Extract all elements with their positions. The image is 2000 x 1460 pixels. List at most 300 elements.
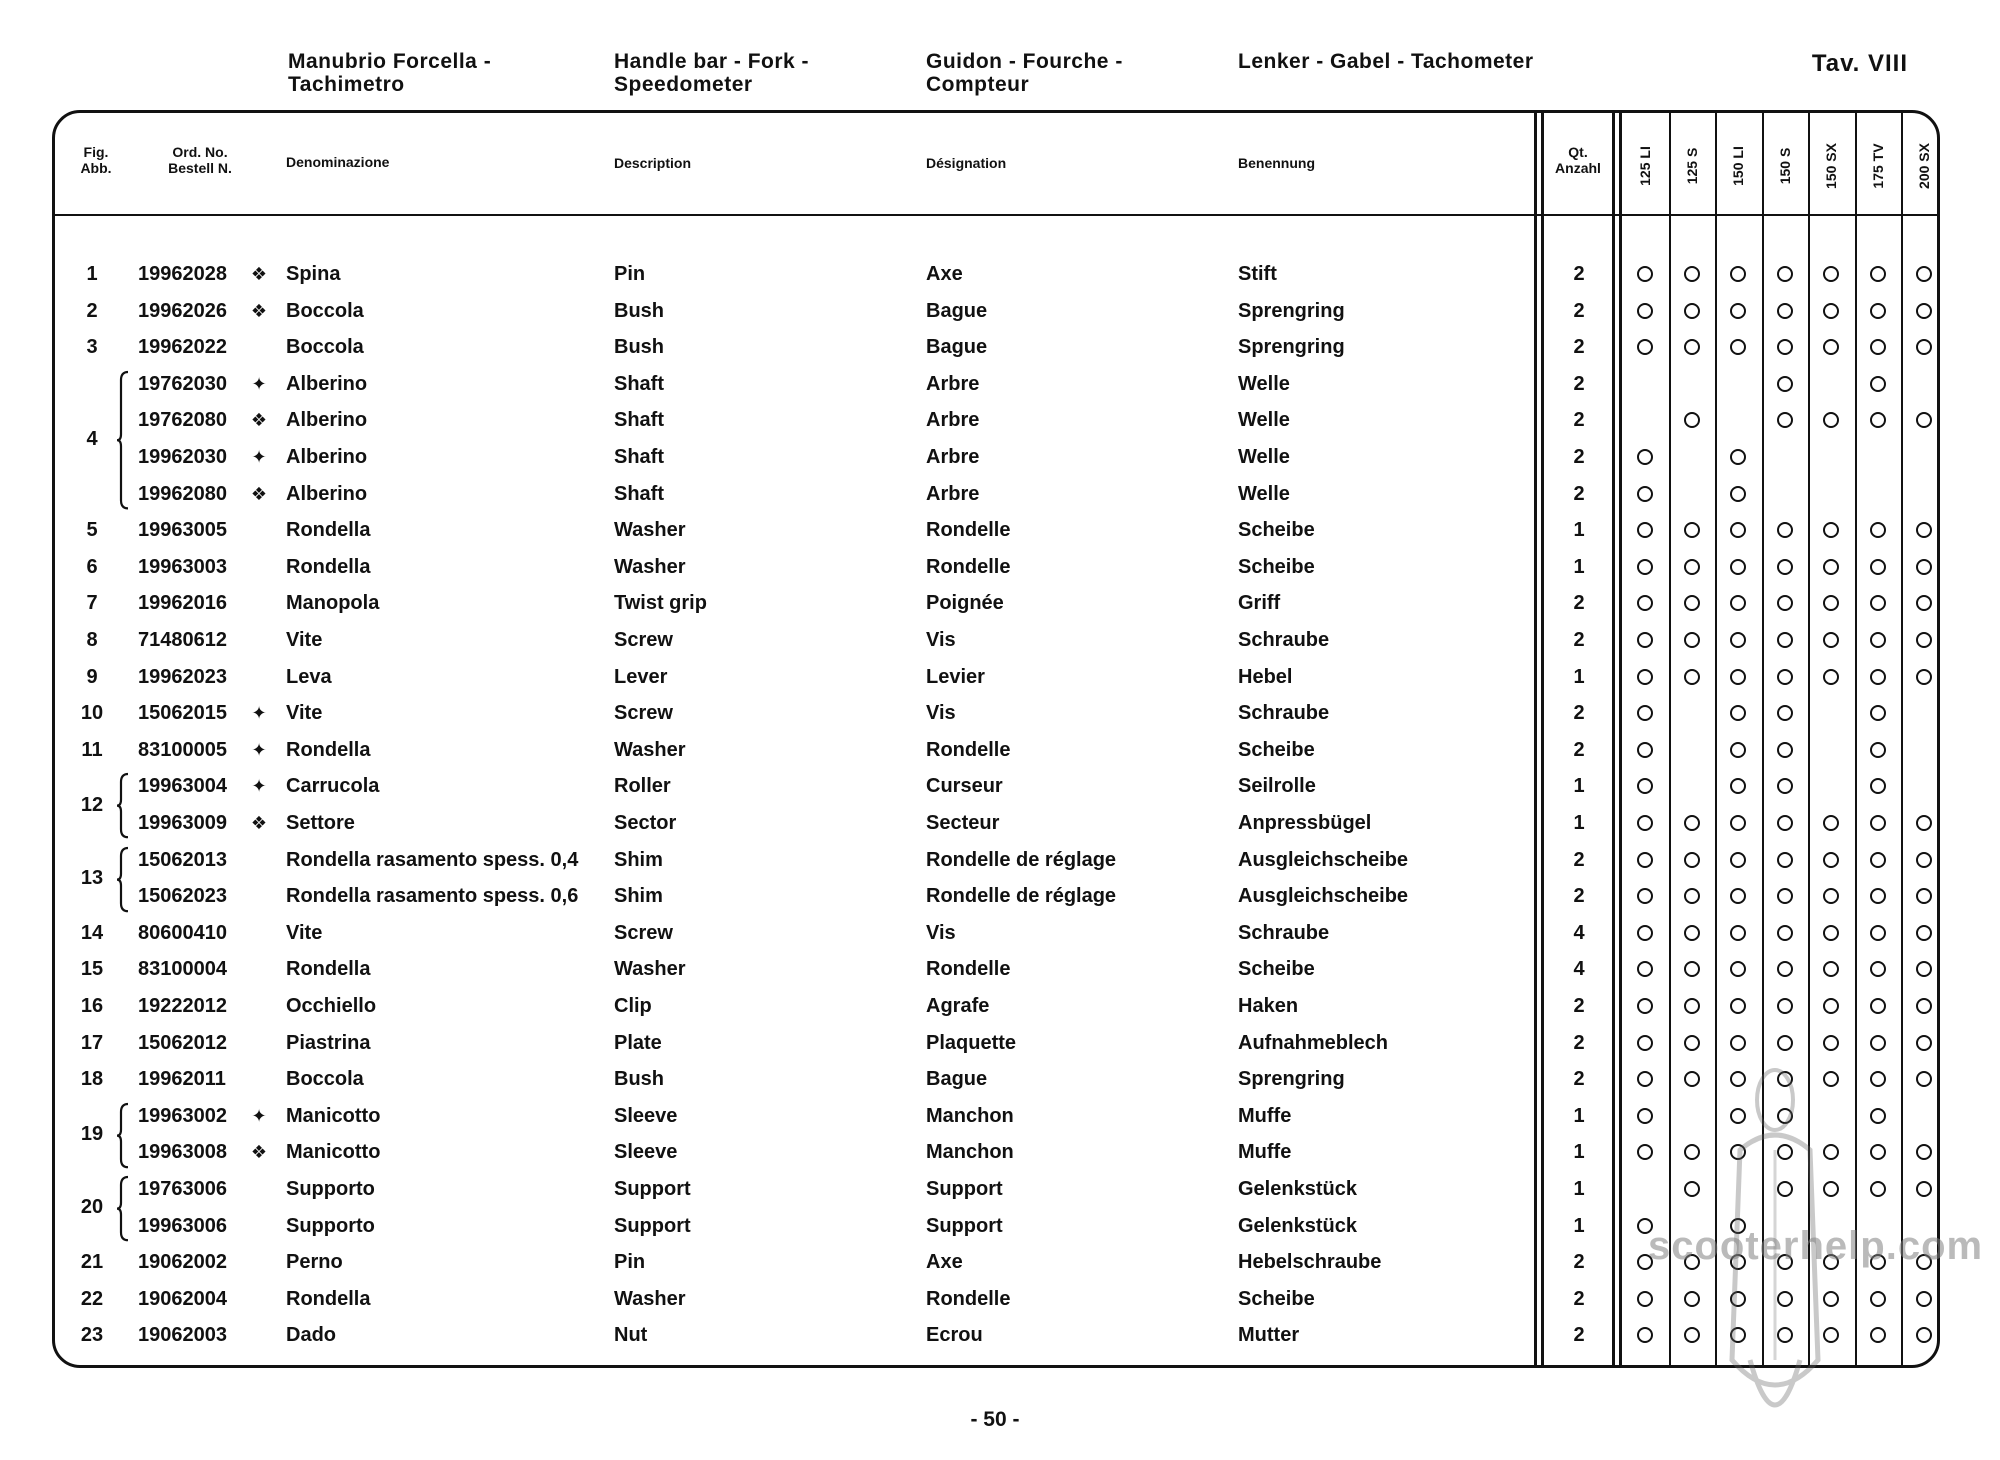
french-name: Rondelle de réglage <box>926 848 1117 871</box>
italian-name: Vite <box>286 702 323 725</box>
table-row <box>0 1025 2000 1061</box>
col-header-model: 200 SX <box>1916 143 1933 189</box>
applicability-mark <box>1823 961 1839 977</box>
italian-name: Alberino <box>286 372 368 395</box>
german-name: Ausgleichscheibe <box>1238 848 1409 871</box>
table-row <box>0 1061 2000 1097</box>
order-number: 19762030 <box>138 372 227 395</box>
french-name: Arbre <box>926 446 980 468</box>
applicability-mark <box>1916 1291 1932 1307</box>
french-name: Axe <box>926 1251 963 1274</box>
applicability-mark <box>1637 961 1653 977</box>
french-name: Bague <box>926 336 988 359</box>
german-name: Welle <box>1238 372 1290 395</box>
applicability-mark <box>1916 888 1932 904</box>
french-name: Curseur <box>926 775 1003 798</box>
german-name: Scheibe <box>1238 1287 1315 1310</box>
header-french-line2: Compteur <box>926 73 1030 96</box>
col-header-model: 150 S <box>1776 147 1793 185</box>
order-number: 19963008 <box>138 1141 227 1164</box>
applicability-mark <box>1777 1035 1793 1051</box>
applicability-mark <box>1823 1035 1839 1051</box>
applicability-mark <box>1637 303 1653 319</box>
applicability-mark <box>1637 486 1653 502</box>
table-row <box>0 695 2000 731</box>
applicability-mark <box>1730 925 1746 941</box>
col-header-model: 125 LI <box>1637 146 1654 186</box>
german-name: Scheibe <box>1238 738 1315 761</box>
applicability-mark <box>1870 1035 1886 1051</box>
applicability-mark <box>1684 925 1700 941</box>
applicability-mark <box>1637 852 1653 868</box>
applicability-mark <box>1916 852 1932 868</box>
german-name: Seilrolle <box>1238 775 1316 798</box>
figure-number: 15 <box>80 958 104 981</box>
header-german <box>1238 50 1534 73</box>
french-name: Rondelle <box>926 555 1011 578</box>
table-row <box>0 805 2000 841</box>
quantity: 2 <box>1573 1031 1585 1054</box>
applicability-mark <box>1730 852 1746 868</box>
header-divider <box>54 214 1938 216</box>
watermark-text: scooterhelp.com <box>1648 1224 1984 1268</box>
english-name: Washer <box>614 555 686 578</box>
applicability-mark <box>1730 303 1746 319</box>
order-number: 19062004 <box>138 1287 227 1310</box>
english-name: Nut <box>614 1324 648 1347</box>
group-brace <box>116 846 130 913</box>
german-name: Scheibe <box>1238 958 1315 981</box>
header-italian <box>288 50 491 96</box>
quantity: 2 <box>1573 592 1585 615</box>
italian-name: Alberino <box>286 482 368 505</box>
german-name: Stift <box>1238 263 1277 285</box>
german-name: Schraube <box>1238 629 1330 651</box>
figure-number: 11 <box>81 738 103 761</box>
english-name: Shim <box>614 848 663 871</box>
table-row <box>0 732 2000 768</box>
col-header-model: 150 LI <box>1730 146 1747 186</box>
italian-name: Perno <box>286 1251 343 1274</box>
table-row <box>0 1171 2000 1219</box>
applicability-mark <box>1823 595 1839 611</box>
applicability-mark <box>1777 522 1793 538</box>
english-name: Shim <box>614 885 663 908</box>
col-header-benennung: Benennung <box>1238 155 1315 171</box>
figure-number: 9 <box>86 665 98 688</box>
french-name: Support <box>926 1214 1003 1237</box>
col-header-ord-line1: Ord. No. <box>172 144 228 160</box>
figure-number: 10 <box>80 702 104 725</box>
quantity: 2 <box>1573 1324 1585 1347</box>
order-number: 19963009 <box>138 812 227 834</box>
german-name: Scheibe <box>1238 519 1315 542</box>
quantity: 2 <box>1573 848 1585 871</box>
applicability-mark <box>1730 449 1746 465</box>
table-row <box>0 1281 2000 1317</box>
variant-symbol: ❖ <box>250 410 268 431</box>
table-row <box>0 659 2000 695</box>
variant-symbol: ✦ <box>251 739 267 760</box>
english-name: Shaft <box>614 409 664 432</box>
table-row <box>0 988 2000 1024</box>
figure-number: 7 <box>86 592 98 615</box>
col-header-ord <box>150 144 250 176</box>
applicability-mark <box>1870 815 1886 831</box>
applicability-mark <box>1730 815 1746 831</box>
applicability-mark <box>1637 1071 1653 1087</box>
header-italian-line2: Tachimetro <box>288 73 405 96</box>
applicability-mark <box>1823 559 1839 575</box>
figure-number: 17 <box>80 1031 104 1054</box>
applicability-mark <box>1684 303 1700 319</box>
applicability-mark <box>1916 595 1932 611</box>
applicability-mark <box>1684 1144 1700 1160</box>
french-name: Vis <box>926 921 956 944</box>
applicability-mark <box>1870 1108 1886 1124</box>
quantity: 2 <box>1573 446 1585 468</box>
applicability-mark <box>1730 595 1746 611</box>
applicability-mark <box>1777 852 1793 868</box>
quantity: 1 <box>1573 555 1585 578</box>
quantity: 1 <box>1573 665 1585 688</box>
variant-symbol: ✦ <box>251 776 267 797</box>
english-name: Screw <box>614 629 673 651</box>
english-name: Sector <box>614 812 677 834</box>
italian-name: Vite <box>286 629 323 651</box>
italian-name: Spina <box>286 263 341 285</box>
table-row <box>0 915 2000 951</box>
applicability-mark <box>1684 888 1700 904</box>
quantity: 2 <box>1573 299 1585 322</box>
french-name: Arbre <box>926 409 980 432</box>
applicability-mark <box>1870 632 1886 648</box>
order-number: 19962080 <box>138 482 227 505</box>
order-number: 19962011 <box>138 1068 226 1091</box>
applicability-mark <box>1870 522 1886 538</box>
italian-name: Vite <box>286 921 323 944</box>
order-number: 19962023 <box>138 665 227 688</box>
col-header-description: Description <box>614 155 692 171</box>
applicability-mark <box>1730 888 1746 904</box>
english-name: Shaft <box>614 482 664 505</box>
quantity: 1 <box>1573 519 1585 542</box>
applicability-mark <box>1637 339 1653 355</box>
french-name: Vis <box>926 629 956 651</box>
applicability-mark <box>1684 1071 1700 1087</box>
order-number: 19963002 <box>138 1104 227 1127</box>
applicability-mark <box>1823 888 1839 904</box>
applicability-mark <box>1777 376 1793 392</box>
col-header-designation: Désignation <box>926 155 1007 171</box>
figure-number: 22 <box>80 1287 104 1310</box>
german-name: Sprengring <box>1238 1068 1345 1091</box>
order-number: 19062002 <box>138 1251 227 1274</box>
applicability-mark <box>1870 559 1886 575</box>
french-name: Rondelle <box>926 1287 1011 1310</box>
applicability-mark <box>1870 742 1886 758</box>
col-header-ord-line2: Bestell N. <box>168 160 232 176</box>
applicability-mark <box>1870 1327 1886 1343</box>
italian-name: Supporto <box>286 1214 375 1237</box>
figure-number: 21 <box>80 1251 104 1274</box>
applicability-mark <box>1870 852 1886 868</box>
applicability-mark <box>1637 522 1653 538</box>
order-number: 19222012 <box>138 995 227 1017</box>
header-french <box>926 50 1123 96</box>
italian-name: Boccola <box>286 1068 364 1091</box>
italian-name: Manicotto <box>286 1141 381 1164</box>
applicability-mark <box>1777 266 1793 282</box>
applicability-mark <box>1730 961 1746 977</box>
french-name: Levier <box>926 665 985 688</box>
quantity: 4 <box>1573 921 1585 944</box>
order-number: 19962016 <box>138 592 227 615</box>
english-name: Bush <box>614 336 664 359</box>
figure-number: 23 <box>80 1324 104 1347</box>
applicability-mark <box>1684 1327 1700 1343</box>
variant-symbol: ✦ <box>251 373 267 394</box>
applicability-mark <box>1637 1291 1653 1307</box>
english-name: Plate <box>614 1031 662 1054</box>
table-row <box>0 329 2000 365</box>
order-number: 19762080 <box>138 409 227 432</box>
applicability-mark <box>1870 888 1886 904</box>
applicability-mark <box>1637 925 1653 941</box>
german-name: Gelenkstück <box>1238 1178 1357 1200</box>
applicability-mark <box>1684 998 1700 1014</box>
table-row <box>0 1098 2000 1146</box>
applicability-mark <box>1916 522 1932 538</box>
applicability-mark <box>1637 449 1653 465</box>
applicability-mark <box>1637 998 1653 1014</box>
quantity: 2 <box>1573 1251 1585 1274</box>
applicability-mark <box>1870 376 1886 392</box>
applicability-mark <box>1777 595 1793 611</box>
english-name: Shaft <box>614 446 664 468</box>
applicability-mark <box>1916 815 1932 831</box>
italian-name: Rondella <box>286 555 371 578</box>
italian-name: Alberino <box>286 409 368 432</box>
applicability-mark <box>1637 815 1653 831</box>
header-english-line1: Handle bar - Fork - <box>614 50 810 73</box>
applicability-mark <box>1730 632 1746 648</box>
table-row <box>0 439 2000 475</box>
quantity: 4 <box>1573 958 1585 981</box>
applicability-mark <box>1823 852 1839 868</box>
figure-number: 13 <box>80 866 104 889</box>
group-brace <box>116 370 130 510</box>
figure-number: 3 <box>86 336 98 359</box>
table-row <box>0 293 2000 329</box>
english-name: Pin <box>614 263 646 285</box>
applicability-mark <box>1777 303 1793 319</box>
applicability-mark <box>1777 705 1793 721</box>
col-header-model: 150 SX <box>1823 143 1840 189</box>
french-name: Vis <box>926 702 956 725</box>
quantity: 1 <box>1573 1178 1585 1200</box>
applicability-mark <box>1823 266 1839 282</box>
italian-name: Alberino <box>286 446 368 468</box>
variant-symbol: ❖ <box>250 483 268 504</box>
table-row <box>0 622 2000 658</box>
col-header-qty <box>1544 144 1612 176</box>
italian-name: Rondella rasamento spess. 0,4 <box>286 848 579 871</box>
header-french-line1: Guidon - Fourche - <box>926 50 1123 73</box>
applicability-mark <box>1730 486 1746 502</box>
applicability-mark <box>1916 266 1932 282</box>
english-name: Lever <box>614 665 668 688</box>
order-number: 71480612 <box>138 629 227 651</box>
quantity: 1 <box>1573 1104 1585 1127</box>
applicability-mark <box>1916 961 1932 977</box>
applicability-mark <box>1730 266 1746 282</box>
applicability-mark <box>1637 742 1653 758</box>
applicability-mark <box>1870 998 1886 1014</box>
italian-name: Rondella <box>286 738 371 761</box>
col-header-qty-line2: Anzahl <box>1555 160 1601 176</box>
german-name: Welle <box>1238 482 1290 505</box>
applicability-mark <box>1684 559 1700 575</box>
applicability-mark <box>1823 998 1839 1014</box>
french-name: Support <box>926 1178 1003 1200</box>
table-row <box>0 1134 2000 1170</box>
german-name: Sprengring <box>1238 299 1345 322</box>
applicability-mark <box>1730 1035 1746 1051</box>
applicability-mark <box>1870 1071 1886 1087</box>
italian-name: Settore <box>286 812 355 834</box>
english-name: Washer <box>614 958 686 981</box>
applicability-mark <box>1777 888 1793 904</box>
applicability-mark <box>1637 632 1653 648</box>
german-name: Hebel <box>1238 665 1293 688</box>
order-number: 19763006 <box>138 1178 227 1200</box>
applicability-mark <box>1777 412 1793 428</box>
french-name: Rondelle <box>926 519 1011 542</box>
applicability-mark <box>1916 1071 1932 1087</box>
english-name: Bush <box>614 1068 664 1091</box>
german-name: Ausgleichscheibe <box>1238 885 1409 908</box>
applicability-mark <box>1777 778 1793 794</box>
header-german-line1: Lenker - Gabel - Tachometer <box>1238 50 1534 73</box>
header-english <box>614 50 809 96</box>
header-italian-line1: Manubrio Forcella - <box>288 50 492 73</box>
table-row <box>0 256 2000 292</box>
order-number: 19062003 <box>138 1324 227 1347</box>
applicability-mark <box>1870 1181 1886 1197</box>
english-name: Sleeve <box>614 1141 678 1164</box>
applicability-mark <box>1823 303 1839 319</box>
figure-number: 20 <box>80 1196 104 1219</box>
italian-name: Carrucola <box>286 775 380 798</box>
figure-number: 2 <box>86 299 98 322</box>
applicability-mark <box>1684 1181 1700 1197</box>
figure-number: 12 <box>80 793 104 816</box>
french-name: Bague <box>926 299 988 322</box>
english-name: Support <box>614 1214 691 1237</box>
applicability-mark <box>1916 925 1932 941</box>
french-name: Axe <box>926 263 963 285</box>
applicability-mark <box>1870 266 1886 282</box>
german-name: Muffe <box>1238 1104 1292 1127</box>
applicability-mark <box>1777 998 1793 1014</box>
applicability-mark <box>1823 925 1839 941</box>
order-number: 80600410 <box>138 921 227 944</box>
english-name: Shaft <box>614 372 664 395</box>
order-number: 15062023 <box>138 885 227 908</box>
italian-name: Manicotto <box>286 1104 381 1127</box>
figure-number: 16 <box>80 995 104 1017</box>
applicability-mark <box>1684 1291 1700 1307</box>
figure-number: 19 <box>80 1123 104 1146</box>
german-name: Anpressbügel <box>1238 812 1372 834</box>
french-name: Manchon <box>926 1141 1014 1164</box>
quantity: 2 <box>1573 885 1585 908</box>
applicability-mark <box>1730 705 1746 721</box>
french-name: Arbre <box>926 482 980 505</box>
italian-name: Rondella rasamento spess. 0,6 <box>286 885 579 908</box>
applicability-mark <box>1870 339 1886 355</box>
applicability-mark <box>1870 1291 1886 1307</box>
group-brace <box>116 1102 130 1169</box>
applicability-mark <box>1777 339 1793 355</box>
applicability-mark <box>1684 815 1700 831</box>
applicability-mark <box>1916 998 1932 1014</box>
english-name: Bush <box>614 299 664 322</box>
applicability-mark <box>1916 632 1932 648</box>
order-number: 19962022 <box>138 336 227 359</box>
italian-name: Supporto <box>286 1178 375 1200</box>
applicability-mark <box>1637 266 1653 282</box>
applicability-mark <box>1870 669 1886 685</box>
table-row <box>0 512 2000 548</box>
applicability-mark <box>1870 925 1886 941</box>
col-header-denominazione: Denominazione <box>286 154 390 170</box>
col-header-model: 125 S <box>1683 147 1700 185</box>
applicability-mark <box>1730 778 1746 794</box>
english-name: Washer <box>614 738 686 761</box>
french-name: Secteur <box>926 812 1000 834</box>
english-name: Screw <box>614 921 673 944</box>
applicability-mark <box>1870 961 1886 977</box>
applicability-mark <box>1637 705 1653 721</box>
applicability-mark <box>1870 595 1886 611</box>
french-name: Rondelle <box>926 738 1011 761</box>
italian-name: Dado <box>286 1324 336 1347</box>
order-number: 19962030 <box>138 446 227 468</box>
french-name: Manchon <box>926 1104 1014 1127</box>
figure-number: 18 <box>80 1068 104 1091</box>
variant-symbol: ✦ <box>251 703 267 724</box>
applicability-mark <box>1777 925 1793 941</box>
applicability-mark <box>1870 705 1886 721</box>
italian-name: Piastrina <box>286 1031 371 1054</box>
group-brace <box>116 1175 130 1242</box>
applicability-mark <box>1916 303 1932 319</box>
applicability-mark <box>1870 778 1886 794</box>
applicability-mark <box>1730 742 1746 758</box>
table-row <box>0 878 2000 914</box>
german-name: Aufnahmeblech <box>1238 1031 1389 1054</box>
applicability-mark <box>1777 961 1793 977</box>
applicability-mark <box>1684 595 1700 611</box>
french-name: Rondelle de réglage <box>926 885 1117 908</box>
quantity: 1 <box>1573 812 1585 834</box>
quantity: 1 <box>1573 1214 1585 1237</box>
applicability-mark <box>1730 339 1746 355</box>
german-name: Welle <box>1238 409 1290 432</box>
applicability-mark <box>1684 1035 1700 1051</box>
